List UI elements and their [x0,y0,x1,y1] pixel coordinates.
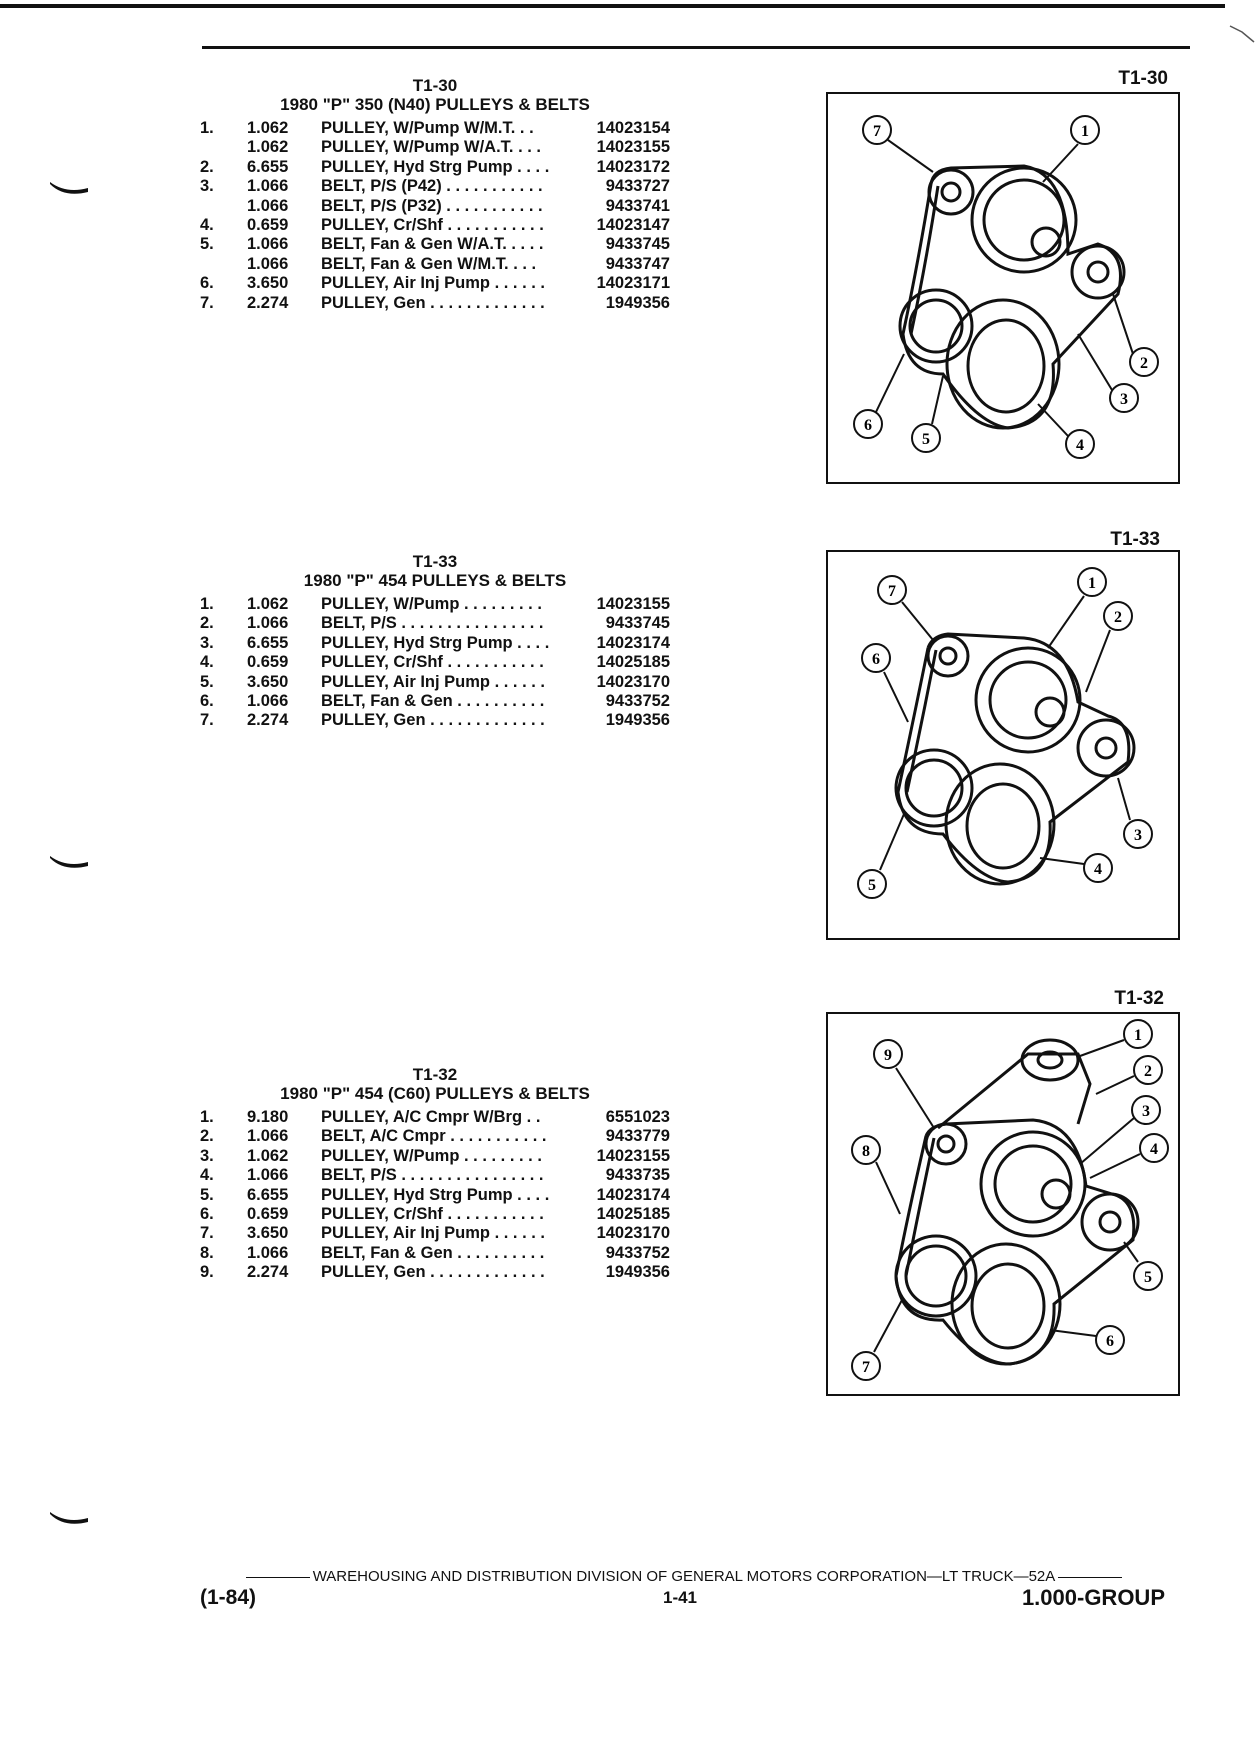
callout-5 [858,814,904,898]
callout-6 [1050,1326,1124,1354]
parts-list-row [200,595,670,614]
item-number: 5. [200,1185,214,1204]
callout-9 [874,1040,934,1128]
part-number: 1949356 [605,293,670,312]
scan-mark [1228,22,1256,44]
quantity-code: 0.659 [247,1205,289,1224]
parts-list-row [200,216,670,235]
part-description: PULLEY, Gen . . . . . . . . . . . . . [321,1263,545,1282]
svg-text:3: 3 [1120,391,1128,408]
part-number: 9433752 [605,692,670,711]
parts-list-row [200,1205,670,1224]
item-number: 3. [200,177,214,196]
part-number: 1949356 [605,711,670,730]
quantity-code: 1.066 [247,1166,289,1185]
quantity-code: 6.655 [247,1185,289,1204]
part-description: BELT, A/C Cmpr . . . . . . . . . . . [321,1127,547,1146]
section-code: T1-30 [412,76,458,95]
callout-2 [1086,602,1132,692]
part-number: 9433727 [605,177,670,196]
svg-text:7: 7 [862,1359,870,1376]
quantity-code: 1.062 [247,138,289,157]
item-number: 5. [200,235,214,254]
item-number: 6. [200,1205,214,1224]
part-number: 14023170 [596,1224,670,1243]
part-description: PULLEY, Gen . . . . . . . . . . . . . [321,293,545,312]
header-rule [202,46,1190,49]
part-description: PULLEY, Gen . . . . . . . . . . . . . [321,711,545,730]
parts-list-row [200,1224,670,1243]
figure-label: T1-30 [1118,68,1168,89]
parts-list-row [200,255,670,274]
item-number: 6. [200,692,214,711]
pulley-diagram-t1-32 [826,1012,1180,1396]
svg-text:1: 1 [1134,1027,1142,1044]
top-border-rule [0,4,1225,8]
svg-text:6: 6 [1106,1333,1114,1350]
part-number: 14023170 [596,672,670,691]
callout-1 [1048,568,1106,648]
callout-3 [1078,334,1138,412]
part-number: 9433779 [605,1127,670,1146]
parts-list-row [200,1127,670,1146]
quantity-code: 1.066 [247,614,289,633]
item-number [200,255,247,274]
part-number: 14023147 [596,216,670,235]
quantity-code: 1.062 [247,595,289,613]
part-description: BELT, P/S . . . . . . . . . . . . . . . . [321,1166,544,1185]
svg-text:9: 9 [884,1047,892,1064]
part-number: 9433747 [605,254,670,273]
binder-hole-mark [48,854,90,870]
quantity-code: 1.066 [247,177,289,196]
callout-6 [854,354,904,438]
part-description: PULLEY, Hyd Strg Pump . . . . [321,157,550,176]
callout-1 [1043,116,1099,182]
parts-list-row [200,614,670,633]
footer-publisher-line [200,1568,1168,1585]
item-number: 7. [200,293,214,312]
page-number: 1-41 [662,1588,698,1607]
quantity-code: 2.274 [247,711,289,730]
part-description: PULLEY, Air Inj Pump . . . . . . [321,1224,545,1243]
part-description: PULLEY, Air Inj Pump . . . . . . [321,672,545,691]
item-number: 1. [200,119,214,137]
part-number: 9433745 [605,614,670,633]
item-number: 5. [200,672,214,691]
callout-3 [1118,778,1152,848]
part-description: BELT, Fan & Gen . . . . . . . . . . [321,1243,545,1262]
part-number: 1949356 [605,1263,670,1282]
item-number: 2. [200,614,214,633]
quantity-code: 1.066 [247,692,289,711]
part-number: 14023155 [596,1146,670,1165]
svg-text:5: 5 [868,877,876,894]
quantity-code: 3.650 [247,1224,289,1243]
part-number: 14023174 [596,1185,670,1204]
parts-list-row [200,692,670,711]
callout-4 [1038,404,1094,458]
part-description: BELT, P/S (P42) . . . . . . . . . . . [321,177,543,196]
svg-text:7: 7 [873,123,881,140]
callout-7 [863,116,933,172]
part-number: 9433752 [605,1243,670,1262]
item-number: 1. [200,595,214,613]
parts-list-row [200,653,670,672]
parts-list-row [200,197,670,216]
part-description: BELT, P/S (P32) . . . . . . . . . . . [321,196,543,215]
footer-date: (1-84) [200,1586,257,1609]
svg-text:6: 6 [872,651,880,668]
item-number: 7. [200,711,214,730]
svg-text:3: 3 [1142,1103,1150,1120]
section-code: T1-33 [412,552,458,571]
item-number: 4. [200,1166,214,1185]
parts-list-row [200,235,670,254]
quantity-code: 3.650 [247,672,289,691]
svg-text:7: 7 [888,583,896,600]
figure-label: T1-33 [1110,529,1160,550]
svg-text:4: 4 [1076,437,1084,454]
parts-list-row [200,158,670,177]
part-description: BELT, Fan & Gen W/A.T. . . . . [321,235,544,254]
parts-list-row [200,294,670,313]
parts-section-t1-30 [200,76,670,313]
svg-text:2: 2 [1144,1063,1152,1080]
callout-1 [1080,1020,1152,1056]
part-number: 14023172 [596,157,670,176]
part-number: 9433741 [605,196,670,215]
item-number: 3. [200,1146,214,1165]
part-number: 9433735 [605,1166,670,1185]
svg-text:1: 1 [1081,123,1089,140]
svg-text:1: 1 [1088,575,1096,592]
callout-8 [852,1136,900,1214]
part-number: 14023174 [596,633,670,652]
part-number: 14025185 [596,653,670,672]
parts-list-row [200,1108,670,1127]
quantity-code: 1.066 [247,196,289,215]
svg-text:8: 8 [862,1143,870,1160]
part-description: PULLEY, Cr/Shf . . . . . . . . . . . [321,216,544,235]
section-code: T1-32 [412,1065,458,1084]
parts-list-row [200,673,670,692]
quantity-code: 1.066 [247,235,289,254]
item-number: 2. [200,1127,214,1146]
binder-hole-mark [48,1510,90,1526]
parts-list-row [200,1147,670,1166]
part-description: PULLEY, W/Pump W/A.T. . . . [321,138,542,157]
pulley-diagram-t1-33 [826,550,1180,940]
binder-hole-mark [48,180,90,196]
item-number: 2. [200,157,214,176]
item-number: 6. [200,274,214,293]
part-description: PULLEY, Hyd Strg Pump . . . . [321,633,550,652]
svg-text:2: 2 [1140,355,1148,372]
part-description: PULLEY, Hyd Strg Pump . . . . [321,1185,550,1204]
quantity-code: 2.274 [247,293,289,312]
callout-2 [1113,294,1158,376]
callout-7 [852,1300,902,1380]
part-description: PULLEY, Cr/Shf . . . . . . . . . . . [321,653,544,672]
quantity-code: 6.655 [247,633,289,652]
part-number: 14025185 [596,1205,670,1224]
parts-list-row [200,119,670,138]
part-description: PULLEY, W/Pump . . . . . . . . . [321,1146,542,1165]
parts-list-row [200,634,670,653]
quantity-code: 6.655 [247,157,289,176]
part-description: BELT, Fan & Gen W/M.T. . . . [321,254,537,273]
part-number: 14023155 [596,138,670,157]
item-number: 4. [200,653,214,672]
footer-group: 1.000-GROUP [1021,1585,1165,1610]
callout-4 [1090,1134,1168,1178]
quantity-code: 1.066 [247,1127,289,1146]
part-number: 14023155 [596,595,670,613]
item-number: 3. [200,633,214,652]
callout-5 [912,376,943,452]
part-number: 14023171 [596,274,670,293]
parts-list-row [200,1166,670,1185]
parts-list-row [200,1263,670,1282]
svg-text:2: 2 [1114,609,1122,626]
quantity-code: 2.274 [247,1263,289,1282]
parts-list-row [200,274,670,293]
svg-text:3: 3 [1134,827,1142,844]
item-number: 7. [200,1224,214,1243]
parts-section-t1-32 [200,1065,670,1283]
pulley-diagram-t1-30 [826,92,1180,484]
item-number: 9. [200,1263,214,1282]
parts-section-t1-33 [200,552,670,731]
callout-5 [1124,1242,1162,1290]
callout-2 [1096,1056,1162,1094]
quantity-code: 1.066 [247,254,289,273]
item-number: 8. [200,1243,214,1262]
section-title: 1980 "P" 350 (N40) PULLEYS & BELTS [280,95,590,114]
quantity-code: 9.180 [247,1108,289,1126]
svg-text:5: 5 [1144,1269,1152,1286]
item-number [200,138,247,157]
svg-text:4: 4 [1150,1141,1158,1158]
item-number: 4. [200,216,214,235]
part-number: 6551023 [605,1108,670,1126]
part-description: PULLEY, W/Pump W/M.T. . . [321,119,534,137]
figure-label: T1-32 [1114,988,1164,1009]
part-description: PULLEY, A/C Cmpr W/Brg . . [321,1108,541,1126]
parts-list-row [200,711,670,730]
part-number: 14023154 [596,119,670,137]
part-number: 9433745 [605,235,670,254]
callout-7 [878,576,933,640]
quantity-code: 0.659 [247,653,289,672]
part-description: PULLEY, W/Pump . . . . . . . . . [321,595,542,613]
svg-text:6: 6 [864,417,872,434]
item-number [200,197,247,216]
quantity-code: 3.650 [247,274,289,293]
part-description: BELT, P/S . . . . . . . . . . . . . . . . [321,614,544,633]
parts-list-row [200,138,670,157]
item-number: 1. [200,1108,214,1126]
quantity-code: 0.659 [247,216,289,235]
quantity-code: 1.062 [247,1146,289,1165]
section-title: 1980 "P" 454 PULLEYS & BELTS [303,571,567,590]
svg-text:5: 5 [922,431,930,448]
callout-6 [862,644,908,722]
part-description: PULLEY, Cr/Shf . . . . . . . . . . . [321,1205,544,1224]
part-description: PULLEY, Air Inj Pump . . . . . . [321,274,545,293]
parts-list-row [200,177,670,196]
quantity-code: 1.066 [247,1243,289,1262]
part-description: BELT, Fan & Gen . . . . . . . . . . [321,692,545,711]
footer-publisher-text: WAREHOUSING AND DISTRIBUTION DIVISION OF GENERAL MOTORS CORPORATION—LT TRUCK—52A [312,1568,1056,1585]
parts-list-row [200,1244,670,1263]
callout-4 [1040,854,1112,882]
section-title: 1980 "P" 454 (C60) PULLEYS & BELTS [280,1084,590,1103]
quantity-code: 1.062 [247,119,289,137]
svg-text:4: 4 [1094,861,1102,878]
parts-list-row [200,1186,670,1205]
